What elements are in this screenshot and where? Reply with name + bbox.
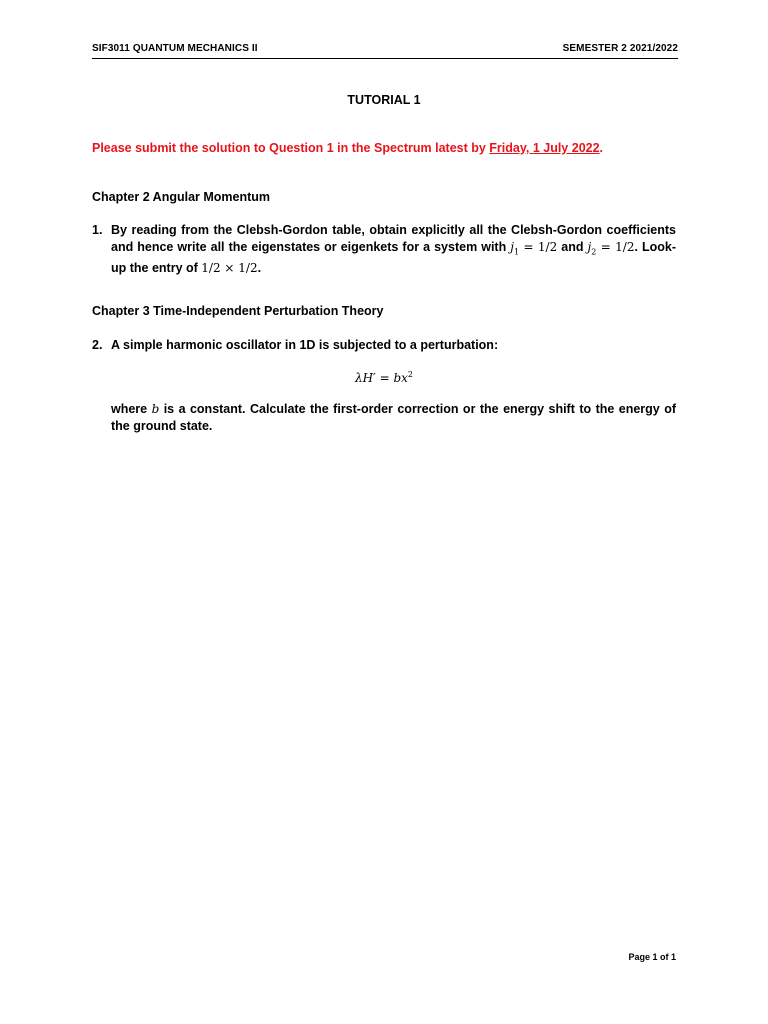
math-b: b [151,402,160,416]
question-2-text-b [111,401,676,434]
q1-text-d: . [257,261,262,276]
notice-deadline: Friday, 1 July 2022 [489,141,600,155]
question-2-number: 2. [92,338,103,352]
math-j1 [510,240,557,254]
semester-label: SEMESTER 2 2021/2022 [562,43,678,54]
chapter-2-heading: Chapter 2 Angular Momentum [92,190,271,204]
question-1 [92,222,676,277]
question-2-continuation [92,401,676,434]
page-number: Page 1 of 1 [628,952,676,962]
math-j2-value: = 1/2 [596,239,635,254]
header-divider [92,58,678,59]
page-header [92,43,678,54]
math-product [201,261,257,275]
equation-math [355,371,413,385]
equation-lhs: λH′ = bx [354,371,408,385]
notice-prefix: Please submit the solution to Question 1 in the Spectrum latest by [92,141,490,155]
course-code: SIF3011 QUANTUM MECHANICS II [92,43,258,54]
question-1-text [111,222,676,277]
chapter-3-heading: Chapter 3 Time-Independent Perturbation Theory [92,304,384,318]
q1-text-c: . Look-up the entry of [111,239,676,276]
q2-text-b-prefix: where [111,402,152,416]
question-2 [92,337,676,354]
math-product-value: 1/2 × 1/2 [201,261,258,276]
submission-notice [92,141,603,155]
q1-text-b: and [557,239,588,254]
math-j2-sub: 2 [591,246,597,256]
perturbation-equation [0,369,768,387]
math-j1-symbol: j [510,239,514,254]
math-j2 [588,240,635,254]
question-1-number: 1. [92,223,103,237]
q1-text-a: By reading from the Clebsh-Gordon table, obtain explicitly all the Clebsh-Gordon coefficients and hence write all the eigenstates or eigenkets for a system with [111,223,676,254]
equation-exponent: 2 [407,370,414,379]
notice-suffix: . [599,141,604,155]
q2-text-b-suffix: is a constant. Calculate the first-order correction or the energy shift to the energy of the ground state. [111,402,676,433]
question-2-text: A simple harmonic oscillator in 1D is subjected to a perturbation: [111,338,499,352]
document-title: TUTORIAL 1 [347,93,421,107]
math-j2-symbol: j [587,239,592,254]
math-j1-sub: 1 [513,246,520,256]
math-j1-value: = 1/2 [519,239,558,254]
